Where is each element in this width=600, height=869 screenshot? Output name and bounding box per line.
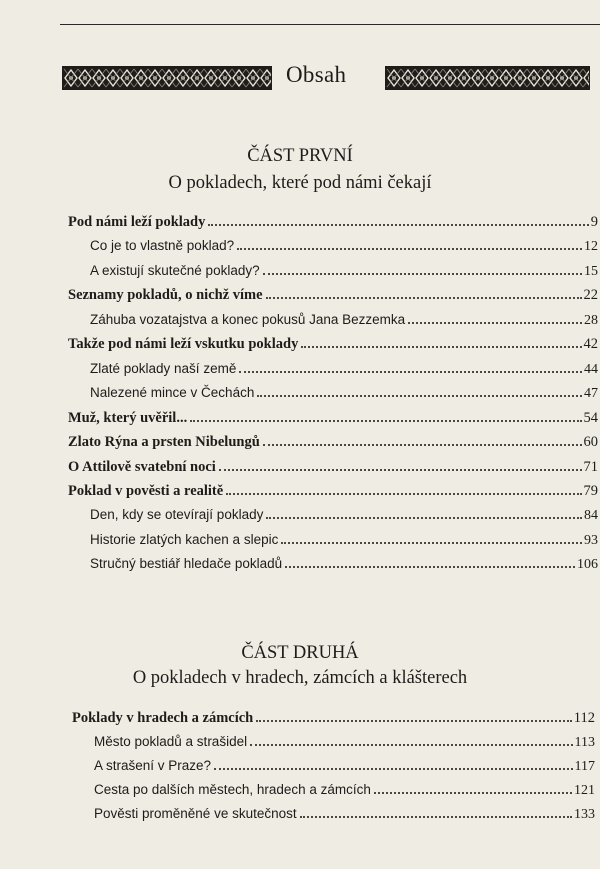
toc-entry-title: Poklady v hradech a zámcích	[72, 710, 254, 726]
toc-entry-page: 9	[590, 214, 598, 230]
dot-leader	[214, 768, 572, 770]
toc-entry-title: O Attilově svatební noci	[68, 458, 216, 475]
toc-entry	[94, 804, 595, 824]
toc-entry	[68, 334, 598, 354]
part-2-subtitle: O pokladech v hradech, zámcích a klášterech	[132, 668, 468, 688]
toc-entry-title: Zlaté poklady naší země	[90, 360, 237, 376]
toc-entry-page: 121	[574, 783, 595, 798]
toc-entry-title: Zlato Rýna a prsten Nibelungů	[68, 434, 260, 451]
toc-entry-page: 47	[584, 386, 598, 402]
toc-entry-title: Pověsti proměněné ve skutečnost	[94, 806, 297, 821]
toc-entry	[90, 505, 598, 525]
toc-entry	[90, 359, 598, 379]
dot-leader	[281, 542, 582, 544]
toc-entry	[68, 457, 598, 477]
toc-entry-title: Poklad v pověsti a realitě	[68, 482, 224, 499]
toc-entry-page: 44	[584, 361, 598, 377]
toc-entry-title: Pod námi leží poklady	[68, 214, 206, 230]
toc-entry-title: Co je to vlastně poklad?	[90, 238, 235, 254]
toc-entry-title: Cesta po dalších městech, hradech a zámcích	[94, 782, 371, 797]
toc-entry-page: 93	[584, 532, 598, 548]
dot-leader	[257, 395, 582, 397]
toc-entry-page: 106	[577, 557, 598, 573]
toc-entry-title: Záhuba vozatajstva a konec pokusů Jana Bezzemka	[90, 311, 406, 327]
toc-entry-page: 42	[583, 336, 598, 353]
toc-entry-page: 84	[584, 508, 598, 524]
toc-entry-page: 22	[583, 287, 598, 304]
part-2-title: ČÁST DRUHÁ	[241, 643, 359, 663]
page-title: Obsah	[286, 62, 347, 87]
toc-entry-page: 112	[573, 710, 595, 726]
part-1-subtitle: O pokladech, které pod námi čekají	[168, 173, 432, 193]
toc-entry-page: 60	[583, 434, 598, 451]
dot-leader	[266, 297, 582, 299]
toc-entry	[90, 383, 598, 403]
dot-leader	[226, 493, 581, 495]
toc-entry	[68, 432, 598, 452]
dot-leader	[266, 517, 582, 519]
dot-leader	[190, 420, 581, 422]
toc-entry-title: Den, kdy se otevírají poklady	[90, 507, 264, 523]
toc-entry	[72, 708, 595, 728]
toc-entry-title: Historie zlatých kachen a slepic	[90, 531, 279, 547]
toc-entry-title: Nalezené mince v Čechách	[90, 385, 255, 401]
toc-entry-title: A strašení v Praze?	[94, 758, 212, 773]
dot-leader	[374, 792, 572, 794]
toc-entry-title: Seznamy pokladů, o nichž víme	[68, 287, 263, 304]
toc-entry	[90, 554, 598, 574]
toc-entry	[68, 481, 598, 501]
dot-leader	[301, 346, 581, 348]
toc-entry	[94, 756, 595, 776]
toc-entry-page: 71	[583, 458, 598, 475]
toc-entry-page: 113	[574, 735, 595, 750]
toc-entry-page: 117	[574, 759, 595, 774]
dot-leader	[285, 566, 575, 568]
toc-entry-title: A existují skutečné poklady?	[90, 262, 260, 278]
part-1-title: ČÁST PRVNÍ	[247, 146, 353, 166]
dot-leader	[239, 371, 582, 373]
toc-entry-title: Takže pod námi leží vskutku poklady	[68, 336, 299, 353]
toc-entry-title: Stručný bestiář hledače pokladů	[90, 556, 283, 572]
dot-leader	[237, 248, 582, 250]
dot-leader	[263, 444, 582, 446]
toc-entry-page: 54	[583, 409, 598, 426]
ornament-band-left-icon	[62, 66, 272, 90]
toc-entry-page: 28	[584, 312, 598, 328]
toc-entry	[90, 310, 598, 330]
toc-entry	[90, 236, 598, 256]
dot-leader	[408, 322, 582, 324]
top-rule	[60, 24, 600, 25]
toc-header	[0, 60, 600, 94]
toc-entry-page: 15	[584, 263, 598, 279]
toc-entry	[68, 285, 598, 305]
dot-leader	[208, 224, 588, 226]
toc-entry	[68, 408, 598, 428]
dot-leader	[219, 469, 582, 471]
toc-entry-page: 79	[583, 482, 598, 499]
toc-entry-page: 12	[584, 239, 598, 255]
dot-leader	[256, 720, 572, 722]
toc-entry-title: Město pokladů a strašidel	[94, 734, 248, 749]
toc-entry	[90, 530, 598, 550]
toc-entry	[68, 212, 598, 232]
toc-entry	[94, 780, 595, 800]
toc-entry-page: 133	[574, 807, 595, 822]
ornament-band-right-icon	[385, 66, 590, 90]
dot-leader	[263, 273, 582, 275]
toc-entry	[94, 732, 595, 752]
dot-leader	[250, 744, 572, 746]
toc-entry-title: Muž, který uvěřil...	[68, 409, 188, 426]
toc-entry	[90, 261, 598, 281]
dot-leader	[300, 816, 572, 818]
